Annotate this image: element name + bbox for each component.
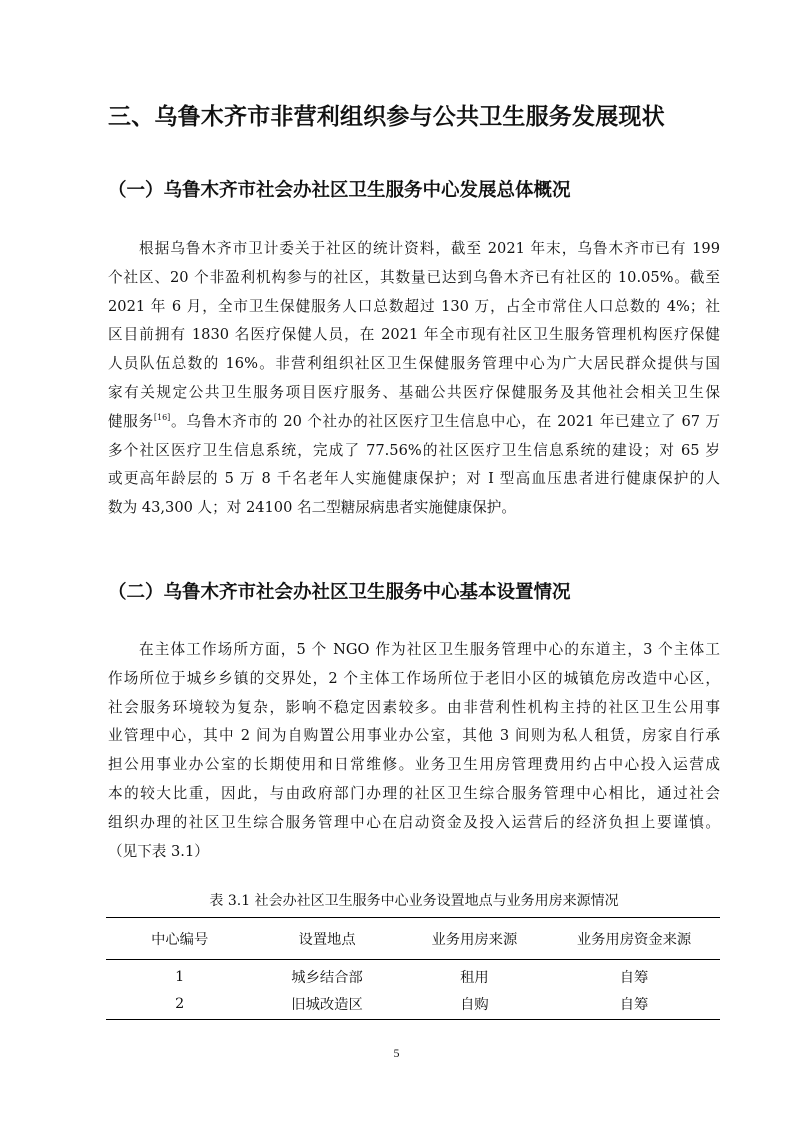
table-cell: 自筹 <box>619 969 649 986</box>
subsection-title-2: （二）乌鲁木齐市社会办社区卫生服务中心基本设置情况 <box>108 582 571 603</box>
table-caption: 表 3.1 社会办社区卫生服务中心业务设置地点与业务用房来源情况 <box>209 893 619 909</box>
paragraph-line: 区目前拥有 1830 名医疗保健人员，在 2021 年全市现有社区卫生服务管理机构医疗保健 <box>108 326 720 344</box>
line-text: 健服务 <box>108 412 154 430</box>
table-cell: 旧城改造区 <box>291 997 363 1014</box>
table-cell: 自购 <box>460 997 489 1014</box>
table-cell: 1 <box>175 968 185 985</box>
paragraph-line: 社会服务环境较为复杂，影响不稳定因素较多。由非营利性机构主持的社区卫生公用事 <box>108 698 720 716</box>
paragraph-2 <box>108 636 720 866</box>
paragraph-line: 业管理中心，其中 2 间为自购置公用事业办公室，其他 3 间则为私人租赁，房家自行承 <box>108 727 720 745</box>
column-header: 中心编号 <box>151 931 209 948</box>
table-cell: 自筹 <box>619 997 649 1014</box>
subsection-title-1: （一）乌鲁木齐市社会办社区卫生服务中心发展总体概况 <box>108 180 571 201</box>
column-header: 业务用房资金来源 <box>576 931 692 948</box>
paragraph-line: 多个社区医疗卫生信息系统，完成了 77.56%的社区医疗卫生信息系统的建设；对 65 岁 <box>108 441 720 459</box>
paragraph-line: 组织办理的社区卫生综合服务管理中心在启动资金及投入运营后的经济负担上要谨慎。 <box>108 813 720 831</box>
line-text: 。乌鲁木齐市的 20 个社办的社区医疗卫生信息中心，在 2021 年已建立了 67 万 <box>170 412 720 430</box>
paragraph-line: 作场所位于城乡乡镇的交界处，2 个主体工作场所位于老旧小区的城镇危房改造中心区， <box>108 669 720 687</box>
table-cell: 租用 <box>460 969 489 986</box>
table-row <box>106 990 720 1020</box>
paragraph-line: 2021 年 6 月，全市卫生保健服务人口总数超过 130 万，占全市常住人口总数的 4%；社 <box>108 297 720 315</box>
table-cell: 2 <box>175 996 185 1013</box>
table-cell: 城乡结合部 <box>291 969 363 986</box>
paragraph-line <box>108 408 720 437</box>
data-table <box>106 917 720 1020</box>
paragraph-line: 担公用事业办公室的长期使用和日常维修。业务卫生用房管理费用约占中心投入运营成 <box>108 756 720 774</box>
table-row <box>106 960 720 990</box>
table-header-row <box>106 918 720 960</box>
paragraph-line: 家有关规定公共卫生服务项目医疗服务、基础公共医疗保健服务及其他社会相关卫生保 <box>108 383 720 401</box>
section-title: 三、乌鲁木齐市非营利组织参与公共卫生服务发展现状 <box>108 104 665 130</box>
column-header: 业务用房来源 <box>431 931 518 948</box>
paragraph-line: 个社区、20 个非盈利机构参与的社区，其数量已达到乌鲁木齐已有社区的 10.05%。截至 <box>108 268 720 286</box>
citation-ref: [16] <box>153 412 171 422</box>
paragraph-line: 本的较大比重，因此，与由政府部门办理的社区卫生综合服务管理中心相比，通过社会 <box>108 784 720 802</box>
paragraph-line: 数为 43,300 人；对 24100 名二型糖尿病患者实施健康保护。 <box>108 499 516 517</box>
paragraph-1 <box>108 235 720 523</box>
column-header: 设置地点 <box>298 931 356 948</box>
paragraph-line: 在主体工作场所方面，5 个 NGO 作为社区卫生服务管理中心的东道主，3 个主体工 <box>139 641 720 658</box>
paragraph-line: 人员队伍总数的 16%。非营利组织社区卫生保健服务管理中心为广大居民群众提供与国 <box>108 355 720 373</box>
paragraph-line: 根据乌鲁木齐市卫计委关于社区的统计资料，截至 2021 年末，乌鲁木齐市已有 199 <box>139 240 720 257</box>
page-number: 5 <box>393 1046 400 1060</box>
paragraph-line: （见下表 3.1） <box>108 842 209 860</box>
paragraph-line: 或更高年龄层的 5 万 8 千名老年人实施健康保护；对 I 型高血压患者进行健康保护的人 <box>108 470 720 488</box>
